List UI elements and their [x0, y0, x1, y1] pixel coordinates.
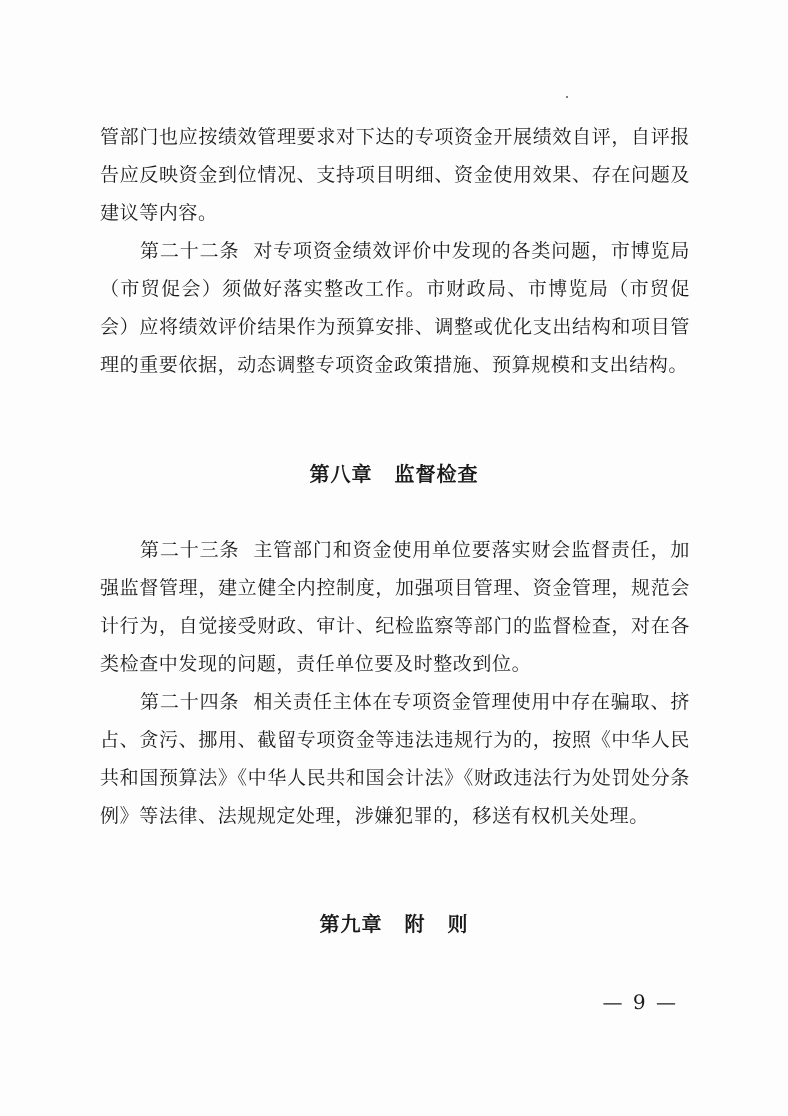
article-23-heading: 第二十三条: [140, 539, 240, 561]
page-number: — 9 —: [602, 990, 678, 1014]
article-23-text: 主管部门和资金使用单位要落实财会监督责任，加强监督管理，建立健全内控制度，加强项目管理、资金管理，规范会计行为，自觉接受财政、审计、纪检监察等部门的监督检查，对在各类检查中发现的问题，责任单位要及时整改到位。: [100, 539, 690, 675]
chapter-8-title: [0, 458, 788, 487]
article-22: [100, 232, 690, 384]
article-23: [100, 531, 690, 683]
chapter-9-number: 第九章: [319, 912, 383, 936]
scan-speck: [566, 96, 568, 98]
article-22-heading: 第二十二条: [140, 240, 240, 262]
chapter-8-number: 第八章: [309, 462, 373, 486]
article-24-heading: 第二十四条: [140, 691, 240, 713]
article-22-text: 对专项资金绩效评价中发现的各类问题，市博览局（市贸促会）须做好落实整改工作。市财政局、市博览局（市贸促会）应将绩效评价结果作为预算安排、调整或优化支出结构和项目管理的重要依据，动态调整专项资金政策措施、预算规模和支出结构。: [100, 240, 690, 376]
chapter-9-name-b: 则: [447, 912, 469, 936]
chapter-8-name: 监督检查: [394, 462, 479, 486]
paragraph-continuation: [100, 118, 690, 232]
article-24-text: 相关责任主体在专项资金管理使用中存在骗取、挤占、贪污、挪用、截留专项资金等违法违规行为的，按照《中华人民共和国预算法》《中华人民共和国会计法》《财政违法行为处罚处分条例》等法律、法规规定处理，涉嫌犯罪的，移送有权机关处理。: [100, 691, 690, 827]
chapter-9-title: [0, 908, 788, 937]
chapter-9-name-a: 附: [404, 912, 426, 936]
paragraph-text: 管部门也应按绩效管理要求对下达的专项资金开展绩效自评，自评报告应反映资金到位情况、支持项目明细、资金使用效果、存在问题及建议等内容。: [100, 126, 690, 224]
article-24: [100, 683, 690, 835]
